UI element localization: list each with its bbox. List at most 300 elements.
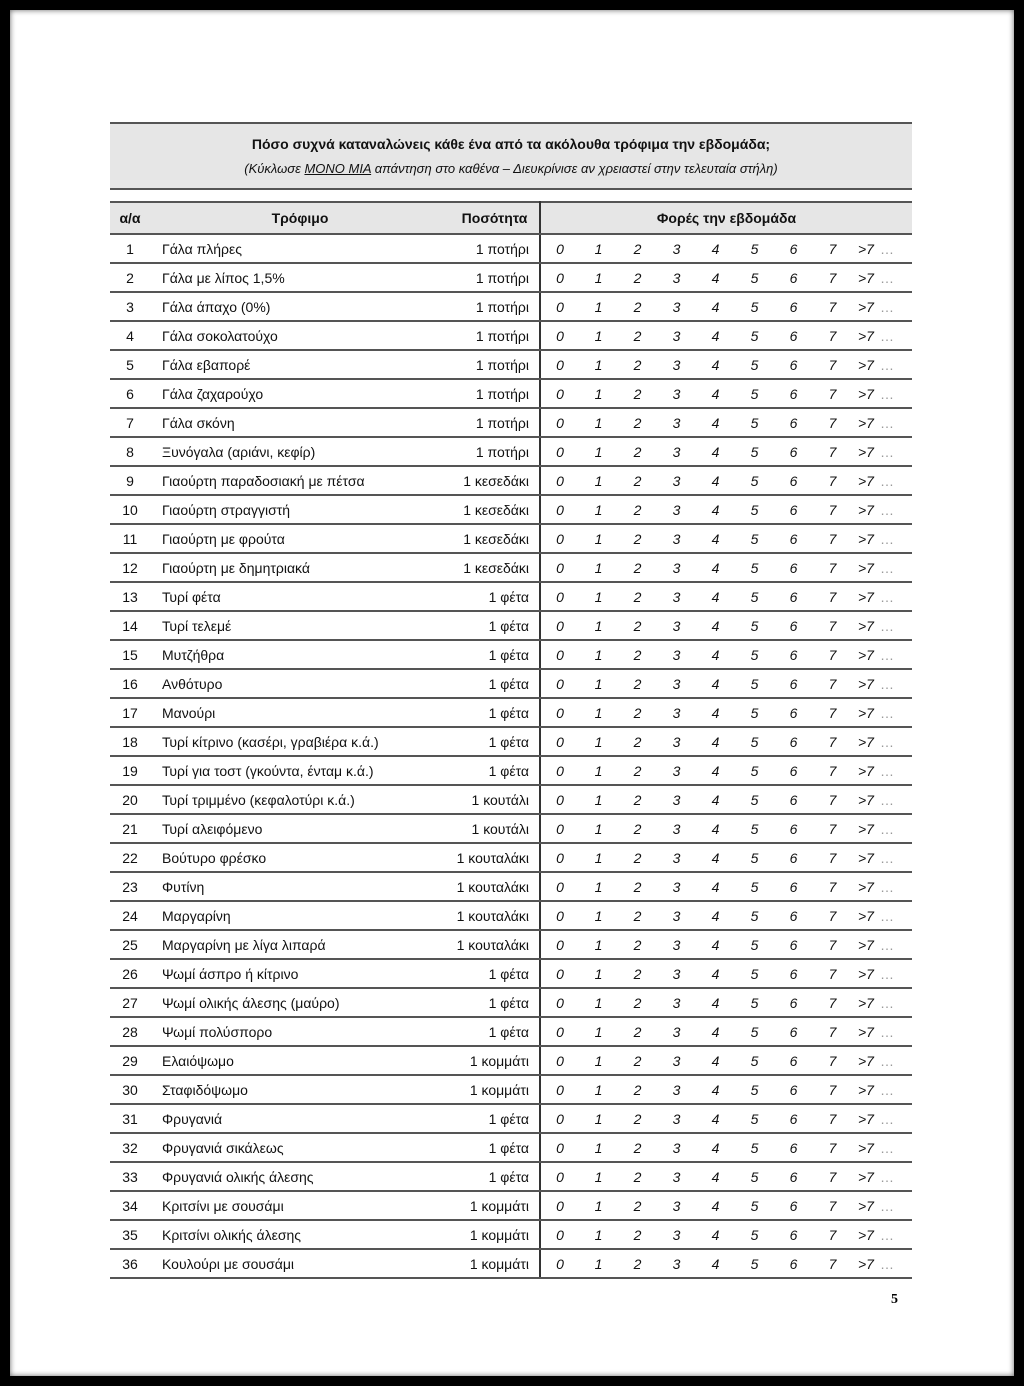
- frequency-option-6[interactable]: [774, 959, 813, 988]
- frequency-option-2[interactable]: [618, 1046, 657, 1075]
- frequency-option-3[interactable]: [657, 1104, 696, 1133]
- frequency-option-more-than-7[interactable]: [852, 1104, 912, 1133]
- frequency-option-6[interactable]: [774, 930, 813, 959]
- frequency-option-4[interactable]: [696, 1075, 735, 1104]
- frequency-option-more-than-7[interactable]: [852, 756, 912, 785]
- specify-field[interactable]: …: [879, 675, 895, 692]
- specify-field[interactable]: …: [879, 1052, 895, 1069]
- frequency-option-more-than-7[interactable]: [852, 843, 912, 872]
- frequency-option-3[interactable]: [657, 930, 696, 959]
- frequency-option-2[interactable]: [618, 640, 657, 669]
- frequency-option-1[interactable]: [579, 437, 618, 466]
- specify-field[interactable]: …: [879, 269, 895, 286]
- frequency-option-3[interactable]: [657, 1220, 696, 1249]
- frequency-option-0[interactable]: [540, 727, 579, 756]
- frequency-option-2[interactable]: [618, 1133, 657, 1162]
- frequency-option-5[interactable]: [735, 1104, 774, 1133]
- frequency-option-3[interactable]: [657, 408, 696, 437]
- frequency-option-5[interactable]: [735, 1075, 774, 1104]
- frequency-option-0[interactable]: [540, 1104, 579, 1133]
- frequency-option-4[interactable]: [696, 495, 735, 524]
- frequency-option-7[interactable]: [813, 611, 852, 640]
- frequency-option-6[interactable]: [774, 553, 813, 582]
- frequency-option-more-than-7[interactable]: [852, 640, 912, 669]
- frequency-option-1[interactable]: [579, 321, 618, 350]
- frequency-option-5[interactable]: [735, 1191, 774, 1220]
- frequency-option-6[interactable]: [774, 1104, 813, 1133]
- frequency-option-6[interactable]: [774, 321, 813, 350]
- specify-field[interactable]: …: [879, 704, 895, 721]
- frequency-option-6[interactable]: [774, 785, 813, 814]
- specify-field[interactable]: …: [879, 878, 895, 895]
- frequency-option-1[interactable]: [579, 1133, 618, 1162]
- frequency-option-0[interactable]: [540, 263, 579, 292]
- frequency-option-0[interactable]: [540, 1191, 579, 1220]
- frequency-option-1[interactable]: [579, 843, 618, 872]
- frequency-option-more-than-7[interactable]: [852, 321, 912, 350]
- frequency-option-7[interactable]: [813, 408, 852, 437]
- frequency-option-0[interactable]: [540, 901, 579, 930]
- frequency-option-4[interactable]: [696, 466, 735, 495]
- frequency-option-7[interactable]: [813, 466, 852, 495]
- frequency-option-0[interactable]: [540, 1075, 579, 1104]
- frequency-option-2[interactable]: [618, 263, 657, 292]
- frequency-option-2[interactable]: [618, 1220, 657, 1249]
- frequency-option-2[interactable]: [618, 930, 657, 959]
- frequency-option-7[interactable]: [813, 959, 852, 988]
- frequency-option-2[interactable]: [618, 1191, 657, 1220]
- frequency-option-5[interactable]: [735, 1017, 774, 1046]
- specify-field[interactable]: …: [879, 617, 895, 634]
- frequency-option-4[interactable]: [696, 1249, 735, 1278]
- frequency-option-4[interactable]: [696, 843, 735, 872]
- frequency-option-7[interactable]: [813, 1133, 852, 1162]
- specify-field[interactable]: …: [879, 791, 895, 808]
- frequency-option-4[interactable]: [696, 1104, 735, 1133]
- frequency-option-7[interactable]: [813, 379, 852, 408]
- frequency-option-1[interactable]: [579, 582, 618, 611]
- frequency-option-7[interactable]: [813, 1220, 852, 1249]
- frequency-option-0[interactable]: [540, 466, 579, 495]
- frequency-option-more-than-7[interactable]: [852, 1133, 912, 1162]
- specify-field[interactable]: …: [879, 443, 895, 460]
- frequency-option-4[interactable]: [696, 292, 735, 321]
- frequency-option-6[interactable]: [774, 901, 813, 930]
- frequency-option-6[interactable]: [774, 1046, 813, 1075]
- frequency-option-1[interactable]: [579, 495, 618, 524]
- frequency-option-6[interactable]: [774, 698, 813, 727]
- specify-field[interactable]: …: [879, 994, 895, 1011]
- frequency-option-3[interactable]: [657, 1249, 696, 1278]
- frequency-option-3[interactable]: [657, 1162, 696, 1191]
- frequency-option-3[interactable]: [657, 785, 696, 814]
- frequency-option-5[interactable]: [735, 930, 774, 959]
- specify-field[interactable]: …: [879, 1081, 895, 1098]
- specify-field[interactable]: …: [879, 1226, 895, 1243]
- frequency-option-4[interactable]: [696, 669, 735, 698]
- frequency-option-4[interactable]: [696, 698, 735, 727]
- frequency-option-4[interactable]: [696, 1220, 735, 1249]
- frequency-option-1[interactable]: [579, 263, 618, 292]
- frequency-option-7[interactable]: [813, 698, 852, 727]
- frequency-option-2[interactable]: [618, 959, 657, 988]
- frequency-option-5[interactable]: [735, 466, 774, 495]
- frequency-option-5[interactable]: [735, 437, 774, 466]
- frequency-option-6[interactable]: [774, 1220, 813, 1249]
- frequency-option-0[interactable]: [540, 408, 579, 437]
- frequency-option-3[interactable]: [657, 437, 696, 466]
- frequency-option-1[interactable]: [579, 1017, 618, 1046]
- frequency-option-4[interactable]: [696, 930, 735, 959]
- frequency-option-2[interactable]: [618, 1249, 657, 1278]
- frequency-option-more-than-7[interactable]: [852, 1191, 912, 1220]
- frequency-option-7[interactable]: [813, 292, 852, 321]
- frequency-option-3[interactable]: [657, 350, 696, 379]
- frequency-option-6[interactable]: [774, 1249, 813, 1278]
- frequency-option-7[interactable]: [813, 263, 852, 292]
- frequency-option-3[interactable]: [657, 727, 696, 756]
- frequency-option-5[interactable]: [735, 988, 774, 1017]
- frequency-option-7[interactable]: [813, 350, 852, 379]
- frequency-option-4[interactable]: [696, 350, 735, 379]
- frequency-option-0[interactable]: [540, 1133, 579, 1162]
- frequency-option-3[interactable]: [657, 379, 696, 408]
- frequency-option-4[interactable]: [696, 1133, 735, 1162]
- frequency-option-1[interactable]: [579, 553, 618, 582]
- frequency-option-7[interactable]: [813, 582, 852, 611]
- frequency-option-2[interactable]: [618, 321, 657, 350]
- frequency-option-7[interactable]: [813, 495, 852, 524]
- frequency-option-4[interactable]: [696, 959, 735, 988]
- frequency-option-1[interactable]: [579, 1191, 618, 1220]
- frequency-option-7[interactable]: [813, 1017, 852, 1046]
- frequency-option-3[interactable]: [657, 959, 696, 988]
- frequency-option-1[interactable]: [579, 901, 618, 930]
- frequency-option-2[interactable]: [618, 756, 657, 785]
- frequency-option-more-than-7[interactable]: [852, 1017, 912, 1046]
- frequency-option-7[interactable]: [813, 930, 852, 959]
- frequency-option-0[interactable]: [540, 321, 579, 350]
- frequency-option-7[interactable]: [813, 1162, 852, 1191]
- specify-field[interactable]: …: [879, 646, 895, 663]
- frequency-option-6[interactable]: [774, 872, 813, 901]
- frequency-option-5[interactable]: [735, 379, 774, 408]
- frequency-option-1[interactable]: [579, 524, 618, 553]
- frequency-option-0[interactable]: [540, 669, 579, 698]
- frequency-option-0[interactable]: [540, 437, 579, 466]
- frequency-option-0[interactable]: [540, 872, 579, 901]
- frequency-option-more-than-7[interactable]: [852, 872, 912, 901]
- frequency-option-more-than-7[interactable]: [852, 901, 912, 930]
- frequency-option-7[interactable]: [813, 843, 852, 872]
- specify-field[interactable]: …: [879, 356, 895, 373]
- frequency-option-0[interactable]: [540, 350, 579, 379]
- frequency-option-1[interactable]: [579, 1046, 618, 1075]
- frequency-option-more-than-7[interactable]: [852, 1046, 912, 1075]
- frequency-option-6[interactable]: [774, 727, 813, 756]
- frequency-option-2[interactable]: [618, 1104, 657, 1133]
- frequency-option-7[interactable]: [813, 814, 852, 843]
- frequency-option-1[interactable]: [579, 1104, 618, 1133]
- frequency-option-more-than-7[interactable]: [852, 350, 912, 379]
- frequency-option-1[interactable]: [579, 234, 618, 263]
- frequency-option-3[interactable]: [657, 524, 696, 553]
- frequency-option-3[interactable]: [657, 1046, 696, 1075]
- frequency-option-more-than-7[interactable]: [852, 234, 912, 263]
- frequency-option-4[interactable]: [696, 611, 735, 640]
- frequency-option-more-than-7[interactable]: [852, 988, 912, 1017]
- frequency-option-2[interactable]: [618, 350, 657, 379]
- frequency-option-7[interactable]: [813, 640, 852, 669]
- frequency-option-5[interactable]: [735, 263, 774, 292]
- frequency-option-1[interactable]: [579, 1249, 618, 1278]
- frequency-option-2[interactable]: [618, 814, 657, 843]
- frequency-option-3[interactable]: [657, 843, 696, 872]
- frequency-option-6[interactable]: [774, 379, 813, 408]
- frequency-option-1[interactable]: [579, 611, 618, 640]
- frequency-option-5[interactable]: [735, 1220, 774, 1249]
- frequency-option-4[interactable]: [696, 785, 735, 814]
- frequency-option-6[interactable]: [774, 1133, 813, 1162]
- frequency-option-6[interactable]: [774, 1075, 813, 1104]
- frequency-option-2[interactable]: [618, 553, 657, 582]
- frequency-option-0[interactable]: [540, 785, 579, 814]
- frequency-option-0[interactable]: [540, 611, 579, 640]
- frequency-option-3[interactable]: [657, 756, 696, 785]
- frequency-option-7[interactable]: [813, 756, 852, 785]
- frequency-option-2[interactable]: [618, 872, 657, 901]
- frequency-option-0[interactable]: [540, 1220, 579, 1249]
- frequency-option-3[interactable]: [657, 640, 696, 669]
- frequency-option-3[interactable]: [657, 611, 696, 640]
- specify-field[interactable]: …: [879, 385, 895, 402]
- frequency-option-4[interactable]: [696, 408, 735, 437]
- frequency-option-4[interactable]: [696, 1017, 735, 1046]
- frequency-option-5[interactable]: [735, 901, 774, 930]
- specify-field[interactable]: …: [879, 472, 895, 489]
- frequency-option-5[interactable]: [735, 1133, 774, 1162]
- frequency-option-0[interactable]: [540, 1046, 579, 1075]
- frequency-option-3[interactable]: [657, 698, 696, 727]
- frequency-option-3[interactable]: [657, 495, 696, 524]
- frequency-option-5[interactable]: [735, 524, 774, 553]
- frequency-option-3[interactable]: [657, 901, 696, 930]
- specify-field[interactable]: …: [879, 1168, 895, 1185]
- frequency-option-3[interactable]: [657, 669, 696, 698]
- frequency-option-5[interactable]: [735, 1162, 774, 1191]
- specify-field[interactable]: …: [879, 849, 895, 866]
- frequency-option-more-than-7[interactable]: [852, 669, 912, 698]
- frequency-option-6[interactable]: [774, 640, 813, 669]
- frequency-option-5[interactable]: [735, 582, 774, 611]
- frequency-option-4[interactable]: [696, 1191, 735, 1220]
- specify-field[interactable]: …: [879, 733, 895, 750]
- frequency-option-more-than-7[interactable]: [852, 930, 912, 959]
- frequency-option-6[interactable]: [774, 524, 813, 553]
- frequency-option-more-than-7[interactable]: [852, 727, 912, 756]
- frequency-option-1[interactable]: [579, 930, 618, 959]
- frequency-option-5[interactable]: [735, 553, 774, 582]
- frequency-option-2[interactable]: [618, 901, 657, 930]
- frequency-option-0[interactable]: [540, 582, 579, 611]
- frequency-option-more-than-7[interactable]: [852, 437, 912, 466]
- specify-field[interactable]: …: [879, 1139, 895, 1156]
- frequency-option-7[interactable]: [813, 1104, 852, 1133]
- frequency-option-more-than-7[interactable]: [852, 814, 912, 843]
- frequency-option-7[interactable]: [813, 553, 852, 582]
- frequency-option-more-than-7[interactable]: [852, 379, 912, 408]
- frequency-option-7[interactable]: [813, 669, 852, 698]
- frequency-option-4[interactable]: [696, 901, 735, 930]
- frequency-option-1[interactable]: [579, 350, 618, 379]
- frequency-option-more-than-7[interactable]: [852, 466, 912, 495]
- frequency-option-3[interactable]: [657, 321, 696, 350]
- frequency-option-4[interactable]: [696, 872, 735, 901]
- frequency-option-6[interactable]: [774, 466, 813, 495]
- frequency-option-more-than-7[interactable]: [852, 1075, 912, 1104]
- frequency-option-5[interactable]: [735, 727, 774, 756]
- frequency-option-3[interactable]: [657, 292, 696, 321]
- frequency-option-1[interactable]: [579, 959, 618, 988]
- frequency-option-1[interactable]: [579, 640, 618, 669]
- frequency-option-more-than-7[interactable]: [852, 553, 912, 582]
- frequency-option-5[interactable]: [735, 756, 774, 785]
- frequency-option-4[interactable]: [696, 756, 735, 785]
- frequency-option-4[interactable]: [696, 640, 735, 669]
- frequency-option-7[interactable]: [813, 437, 852, 466]
- frequency-option-6[interactable]: [774, 234, 813, 263]
- frequency-option-6[interactable]: [774, 350, 813, 379]
- frequency-option-5[interactable]: [735, 872, 774, 901]
- frequency-option-3[interactable]: [657, 234, 696, 263]
- frequency-option-0[interactable]: [540, 959, 579, 988]
- frequency-option-0[interactable]: [540, 292, 579, 321]
- frequency-option-5[interactable]: [735, 321, 774, 350]
- frequency-option-0[interactable]: [540, 524, 579, 553]
- frequency-option-more-than-7[interactable]: [852, 292, 912, 321]
- specify-field[interactable]: …: [879, 1110, 895, 1127]
- frequency-option-2[interactable]: [618, 292, 657, 321]
- frequency-option-2[interactable]: [618, 466, 657, 495]
- frequency-option-1[interactable]: [579, 698, 618, 727]
- frequency-option-3[interactable]: [657, 466, 696, 495]
- frequency-option-more-than-7[interactable]: [852, 1249, 912, 1278]
- frequency-option-5[interactable]: [735, 350, 774, 379]
- frequency-option-3[interactable]: [657, 553, 696, 582]
- frequency-option-2[interactable]: [618, 1017, 657, 1046]
- frequency-option-2[interactable]: [618, 582, 657, 611]
- frequency-option-0[interactable]: [540, 1162, 579, 1191]
- frequency-option-3[interactable]: [657, 814, 696, 843]
- frequency-option-2[interactable]: [618, 1075, 657, 1104]
- frequency-option-2[interactable]: [618, 669, 657, 698]
- specify-field[interactable]: …: [879, 530, 895, 547]
- frequency-option-1[interactable]: [579, 872, 618, 901]
- frequency-option-0[interactable]: [540, 234, 579, 263]
- specify-field[interactable]: …: [879, 936, 895, 953]
- frequency-option-5[interactable]: [735, 959, 774, 988]
- frequency-option-3[interactable]: [657, 582, 696, 611]
- frequency-option-7[interactable]: [813, 1075, 852, 1104]
- frequency-option-more-than-7[interactable]: [852, 582, 912, 611]
- frequency-option-3[interactable]: [657, 263, 696, 292]
- frequency-option-2[interactable]: [618, 408, 657, 437]
- frequency-option-4[interactable]: [696, 553, 735, 582]
- frequency-option-2[interactable]: [618, 524, 657, 553]
- frequency-option-5[interactable]: [735, 234, 774, 263]
- frequency-option-5[interactable]: [735, 814, 774, 843]
- frequency-option-5[interactable]: [735, 669, 774, 698]
- frequency-option-4[interactable]: [696, 379, 735, 408]
- frequency-option-0[interactable]: [540, 553, 579, 582]
- frequency-option-0[interactable]: [540, 640, 579, 669]
- specify-field[interactable]: …: [879, 965, 895, 982]
- frequency-option-4[interactable]: [696, 727, 735, 756]
- specify-field[interactable]: …: [879, 298, 895, 315]
- frequency-option-5[interactable]: [735, 495, 774, 524]
- frequency-option-2[interactable]: [618, 727, 657, 756]
- frequency-option-1[interactable]: [579, 727, 618, 756]
- specify-field[interactable]: …: [879, 327, 895, 344]
- frequency-option-6[interactable]: [774, 611, 813, 640]
- specify-field[interactable]: …: [879, 240, 895, 257]
- frequency-option-0[interactable]: [540, 756, 579, 785]
- frequency-option-4[interactable]: [696, 263, 735, 292]
- frequency-option-7[interactable]: [813, 901, 852, 930]
- frequency-option-7[interactable]: [813, 1191, 852, 1220]
- frequency-option-6[interactable]: [774, 263, 813, 292]
- frequency-option-6[interactable]: [774, 1162, 813, 1191]
- frequency-option-0[interactable]: [540, 843, 579, 872]
- frequency-option-6[interactable]: [774, 495, 813, 524]
- frequency-option-4[interactable]: [696, 988, 735, 1017]
- specify-field[interactable]: …: [879, 501, 895, 518]
- specify-field[interactable]: …: [879, 1255, 895, 1272]
- frequency-option-2[interactable]: [618, 611, 657, 640]
- frequency-option-6[interactable]: [774, 843, 813, 872]
- frequency-option-3[interactable]: [657, 1075, 696, 1104]
- frequency-option-1[interactable]: [579, 466, 618, 495]
- frequency-option-5[interactable]: [735, 640, 774, 669]
- frequency-option-3[interactable]: [657, 1191, 696, 1220]
- frequency-option-more-than-7[interactable]: [852, 698, 912, 727]
- specify-field[interactable]: …: [879, 588, 895, 605]
- frequency-option-more-than-7[interactable]: [852, 495, 912, 524]
- frequency-option-1[interactable]: [579, 408, 618, 437]
- specify-field[interactable]: …: [879, 762, 895, 779]
- frequency-option-2[interactable]: [618, 234, 657, 263]
- frequency-option-6[interactable]: [774, 437, 813, 466]
- frequency-option-4[interactable]: [696, 321, 735, 350]
- frequency-option-1[interactable]: [579, 1220, 618, 1249]
- frequency-option-5[interactable]: [735, 611, 774, 640]
- frequency-option-4[interactable]: [696, 234, 735, 263]
- frequency-option-3[interactable]: [657, 1017, 696, 1046]
- frequency-option-3[interactable]: [657, 988, 696, 1017]
- frequency-option-6[interactable]: [774, 1191, 813, 1220]
- frequency-option-0[interactable]: [540, 930, 579, 959]
- frequency-option-more-than-7[interactable]: [852, 263, 912, 292]
- frequency-option-6[interactable]: [774, 292, 813, 321]
- frequency-option-1[interactable]: [579, 814, 618, 843]
- frequency-option-1[interactable]: [579, 988, 618, 1017]
- specify-field[interactable]: …: [879, 559, 895, 576]
- frequency-option-1[interactable]: [579, 785, 618, 814]
- frequency-option-7[interactable]: [813, 727, 852, 756]
- frequency-option-2[interactable]: [618, 785, 657, 814]
- specify-field[interactable]: …: [879, 1197, 895, 1214]
- frequency-option-5[interactable]: [735, 698, 774, 727]
